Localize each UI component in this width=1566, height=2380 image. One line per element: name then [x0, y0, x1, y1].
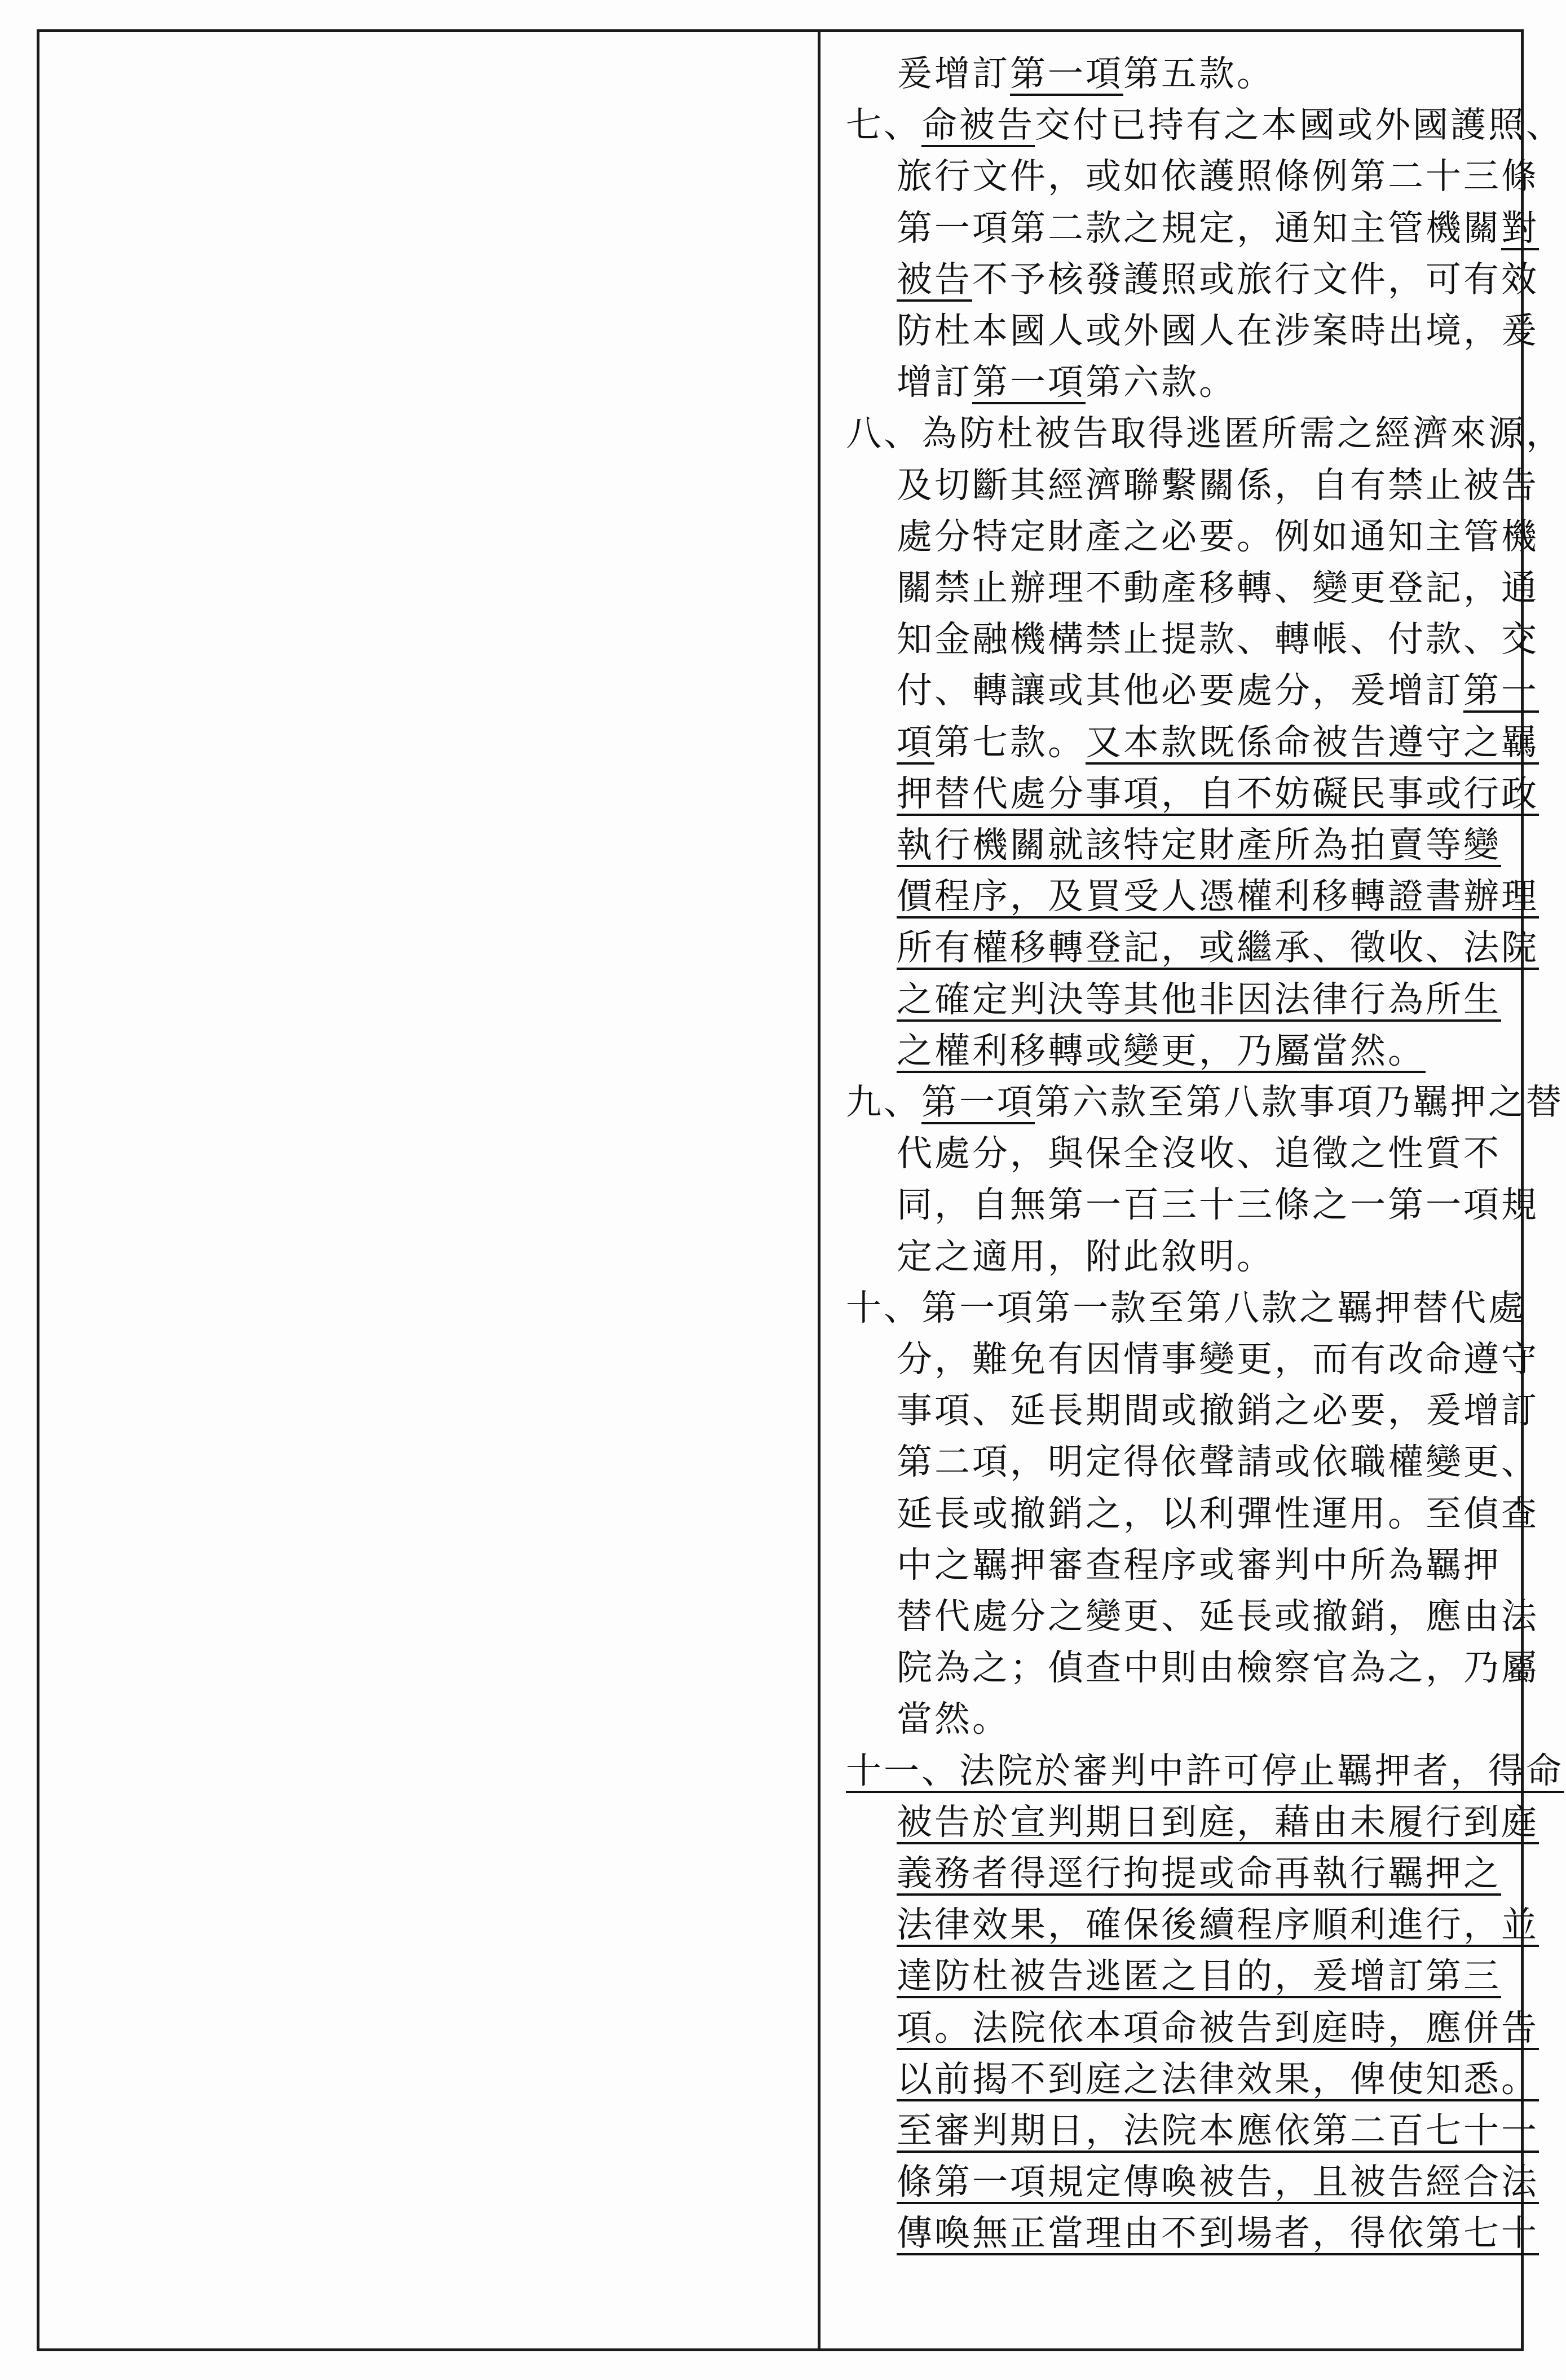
- text-segment: 中之羈押審查程序或審判中所為羈押: [897, 1544, 1501, 1586]
- text-line: [897, 1642, 1539, 1693]
- text-line: [897, 717, 1539, 768]
- underlined-amendment-text: 第一項: [921, 1081, 1035, 1123]
- text-line: [897, 1488, 1539, 1539]
- text-line: [897, 1231, 1274, 1282]
- text-line: [897, 1539, 1501, 1591]
- text-segment: 知金融機構禁止提款、轉帳、付款、交: [897, 619, 1539, 660]
- text-segment: 第二項，明定得依聲請或依職權變更、: [897, 1441, 1539, 1483]
- text-line: [897, 974, 1501, 1025]
- text-line: [897, 48, 1274, 99]
- text-line: [897, 1385, 1539, 1436]
- text-line: [897, 1333, 1539, 1385]
- text-line: [897, 254, 1539, 305]
- underlined-amendment-text: 第一項: [972, 361, 1086, 403]
- text-segment: 關禁止辦理不動產移轉、變更登記，通: [897, 567, 1539, 608]
- text-line: [897, 1436, 1539, 1487]
- text-line: [897, 151, 1539, 202]
- text-segment: 定之適用，附此敘明。: [897, 1235, 1274, 1277]
- text-line: [897, 1899, 1539, 1950]
- text-line: [897, 202, 1539, 254]
- underlined-amendment-text: 之權利移轉或變更，乃屬當然。: [897, 1030, 1426, 1071]
- underlined-amendment-text: 所有權移轉登記，或繼承、徵收、法院: [897, 927, 1539, 969]
- text-segment: 事項、延長期間或撤銷之必要，爰增訂: [897, 1390, 1539, 1432]
- text-segment: 第六款。: [1086, 361, 1237, 403]
- underlined-amendment-text: 之確定判決等其他非因法律行為所生: [897, 978, 1501, 1020]
- text-segment: 九、: [846, 1081, 921, 1123]
- text-line: [897, 1950, 1501, 2002]
- text-line: [897, 2105, 1539, 2156]
- text-segment: 第一項第二款之規定，通知主管機關: [897, 207, 1501, 249]
- underlined-amendment-text: 被告: [897, 258, 972, 300]
- text-line: [846, 1745, 1564, 1796]
- text-segment: 七、: [846, 104, 921, 146]
- text-line: [897, 305, 1539, 356]
- text-line: [897, 871, 1539, 922]
- text-line: [897, 1128, 1501, 1179]
- text-segment: 十、第一項第一款至第八款之羈押替代處: [846, 1287, 1526, 1328]
- underlined-amendment-text: 十一、法院於審判中許可停止羈押者，得命: [846, 1750, 1564, 1791]
- underlined-amendment-text: 項。法院依本項命被告到庭時，應併告: [897, 2007, 1539, 2048]
- text-segment: 防杜本國人或外國人在涉案時出境，爰: [897, 310, 1539, 351]
- text-segment: 替代處分之變更、延長或撤銷，應由法: [897, 1596, 1539, 1637]
- underlined-amendment-text: 價程序，及買受人憑權利移轉證書辦理: [897, 876, 1539, 917]
- text-line: [897, 1848, 1501, 1899]
- text-line: [897, 1179, 1539, 1230]
- text-line: [897, 1693, 1010, 1745]
- text-segment: 第六款至第八款事項乃羈押之替: [1035, 1081, 1564, 1123]
- text-segment: 旅行文件，或如依護照條例第二十三條: [897, 156, 1539, 197]
- text-line: [897, 768, 1539, 819]
- text-segment: 處分特定財產之必要。例如通知主管機: [897, 515, 1539, 557]
- text-line: [897, 2002, 1539, 2054]
- text-line: [897, 562, 1539, 613]
- text-line: [897, 1025, 1426, 1076]
- underlined-amendment-text: 項: [897, 721, 934, 763]
- underlined-amendment-text: 第一項: [1010, 53, 1123, 94]
- underlined-amendment-text: 又本款既係命被告遵守之羈: [1086, 721, 1539, 763]
- underlined-amendment-text: 命被告: [921, 104, 1035, 146]
- text-segment: 不予核發護照或旅行文件，可有效: [972, 258, 1539, 300]
- underlined-amendment-text: 押替代處分事項，自不妨礙民事或行政: [897, 772, 1539, 814]
- underlined-amendment-text: 傳喚無正當理由不到場者，得依第七十: [897, 2213, 1539, 2254]
- text-segment: 分，難免有因情事變更，而有改命遵守: [897, 1339, 1539, 1380]
- text-segment: 及切斷其經濟聯繫關係，自有禁止被告: [897, 464, 1539, 506]
- underlined-amendment-text: 達防杜被告逃匿之目的，爰增訂第三: [897, 1955, 1501, 1997]
- text-segment: 爰增訂: [897, 53, 1010, 94]
- text-line: [897, 1591, 1539, 1642]
- underlined-amendment-text: 以前揭不到庭之法律效果，俾使知悉。: [897, 2058, 1539, 2100]
- text-line: [897, 2054, 1539, 2105]
- text-segment: 付、轉讓或其他必要處分，爰增訂: [897, 670, 1463, 712]
- underlined-amendment-text: 條第一項規定傳喚被告，且被告經合法: [897, 2161, 1539, 2203]
- underlined-amendment-text: 執行機關就該特定財產所為拍賣等變: [897, 824, 1501, 866]
- text-line: [897, 922, 1539, 973]
- underlined-amendment-text: 至審判期日，法院本應依第二百七十一: [897, 2110, 1539, 2151]
- text-segment: 增訂: [897, 361, 972, 403]
- underlined-amendment-text: 被告於宣判期日到庭，藉由未履行到庭: [897, 1801, 1539, 1843]
- explanation-column: [821, 32, 1564, 2348]
- text-line: [897, 2207, 1539, 2259]
- text-line: [897, 613, 1539, 665]
- underlined-amendment-text: 義務者得逕行拘提或命再執行羈押之: [897, 1853, 1501, 1894]
- text-segment: 代處分，與保全沒收、追徵之性質不: [897, 1133, 1501, 1174]
- underlined-amendment-text: 對: [1501, 207, 1539, 249]
- text-line: [846, 1076, 1564, 1128]
- text-segment: 延長或撤銷之，以利彈性運用。至偵查: [897, 1493, 1539, 1534]
- text-line: [897, 665, 1539, 716]
- text-line: [897, 1796, 1539, 1848]
- text-line: [897, 460, 1539, 511]
- text-segment: 第七款。: [934, 721, 1086, 763]
- text-line: [897, 511, 1539, 562]
- text-line: [897, 2156, 1539, 2207]
- comparison-table: [37, 29, 1564, 2351]
- underlined-amendment-text: 第一: [1463, 670, 1539, 712]
- text-line: [846, 1282, 1526, 1333]
- left-column-cell: [39, 32, 818, 2348]
- text-segment: 當然。: [897, 1698, 1010, 1740]
- text-segment: 第五款。: [1123, 53, 1274, 94]
- text-segment: 八、為防杜被告取得逃匿所需之經濟來源，: [846, 413, 1564, 454]
- text-segment: 院為之；偵查中則由檢察官為之，乃屬: [897, 1647, 1539, 1689]
- text-line: [897, 819, 1501, 871]
- text-segment: 交付已持有之本國或外國護照、: [1035, 104, 1564, 146]
- text-line: [897, 356, 1237, 408]
- text-line: [846, 99, 1564, 151]
- underlined-amendment-text: 法律效果，確保後續程序順利進行，並: [897, 1904, 1539, 1946]
- text-segment: 同，自無第一百三十三條之一第一項規: [897, 1184, 1539, 1226]
- text-line: [846, 408, 1564, 459]
